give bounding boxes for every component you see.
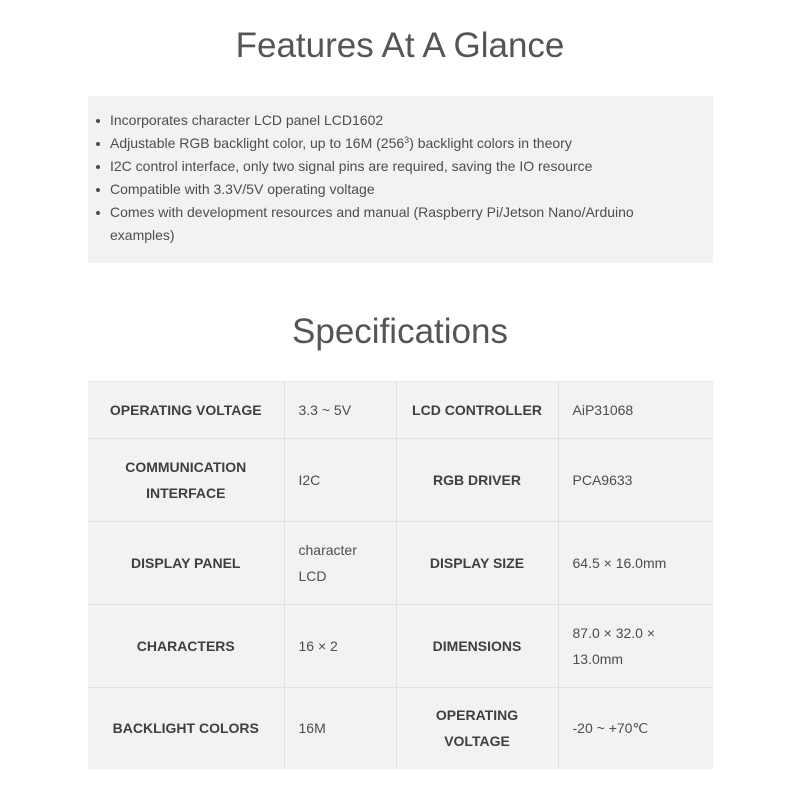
- spec-label: OPERATING VOLTAGE: [88, 382, 284, 439]
- spec-row: [88, 605, 713, 688]
- spec-label: LCD CONTROLLER: [396, 382, 558, 439]
- features-title: Features At A Glance: [235, 26, 565, 65]
- spec-value: -20 ~ +70℃: [558, 688, 713, 769]
- feature-text-line1: Comes with development resources and manual (Raspberry Pi/Jetson Nano/Arduino: [110, 204, 634, 220]
- feature-text: Compatible with 3.3V/5V operating voltage: [110, 181, 375, 197]
- spec-label: RGB DRIVER: [396, 439, 558, 522]
- feature-text-post: ) backlight colors in theory: [409, 135, 572, 151]
- spec-value: character LCD: [284, 522, 396, 605]
- spec-label: DISPLAY SIZE: [396, 522, 558, 605]
- feature-text-line2: examples): [110, 227, 175, 243]
- feature-text-pre: Adjustable RGB backlight color, up to 16M (256: [110, 135, 405, 151]
- bullet-icon: [96, 142, 100, 146]
- spec-value: 16M: [284, 688, 396, 769]
- spec-value: PCA9633: [558, 439, 713, 522]
- feature-text: I2C control interface, only two signal pins are required, saving the IO resource: [110, 158, 593, 174]
- features-list: [88, 96, 713, 247]
- spec-value: 16 × 2: [284, 605, 396, 688]
- specifications-title: Specifications: [292, 312, 508, 351]
- bullet-icon: [96, 119, 100, 123]
- spec-value: I2C: [284, 439, 396, 522]
- spec-label: CHARACTERS: [88, 605, 284, 688]
- bullet-icon: [96, 165, 100, 169]
- features-box: [88, 96, 713, 263]
- spec-row: [88, 382, 713, 439]
- feature-superscript: 3: [404, 135, 410, 145]
- feature-item: [88, 201, 713, 247]
- spec-value: AiP31068: [558, 382, 713, 439]
- spec-row: [88, 522, 713, 605]
- spec-label: COMMUNICATION INTERFACE: [88, 439, 284, 522]
- spec-value: 87.0 × 32.0 × 13.0mm: [558, 605, 713, 688]
- feature-item: [88, 109, 713, 132]
- bullet-icon: [96, 211, 100, 215]
- spec-label: BACKLIGHT COLORS: [88, 688, 284, 769]
- feature-item: [88, 132, 713, 155]
- spec-label: DISPLAY PANEL: [88, 522, 284, 605]
- spec-row: [88, 439, 713, 522]
- specifications-table: [88, 381, 713, 769]
- spec-label: OPERATING VOLTAGE: [396, 688, 558, 769]
- spec-value: 3.3 ~ 5V: [284, 382, 396, 439]
- feature-item: [88, 155, 713, 178]
- bullet-icon: [96, 188, 100, 192]
- spec-value: 64.5 × 16.0mm: [558, 522, 713, 605]
- feature-item: [88, 178, 713, 201]
- spec-row: [88, 688, 713, 769]
- feature-text: Incorporates character LCD panel LCD1602: [110, 112, 384, 128]
- spec-label: DIMENSIONS: [396, 605, 558, 688]
